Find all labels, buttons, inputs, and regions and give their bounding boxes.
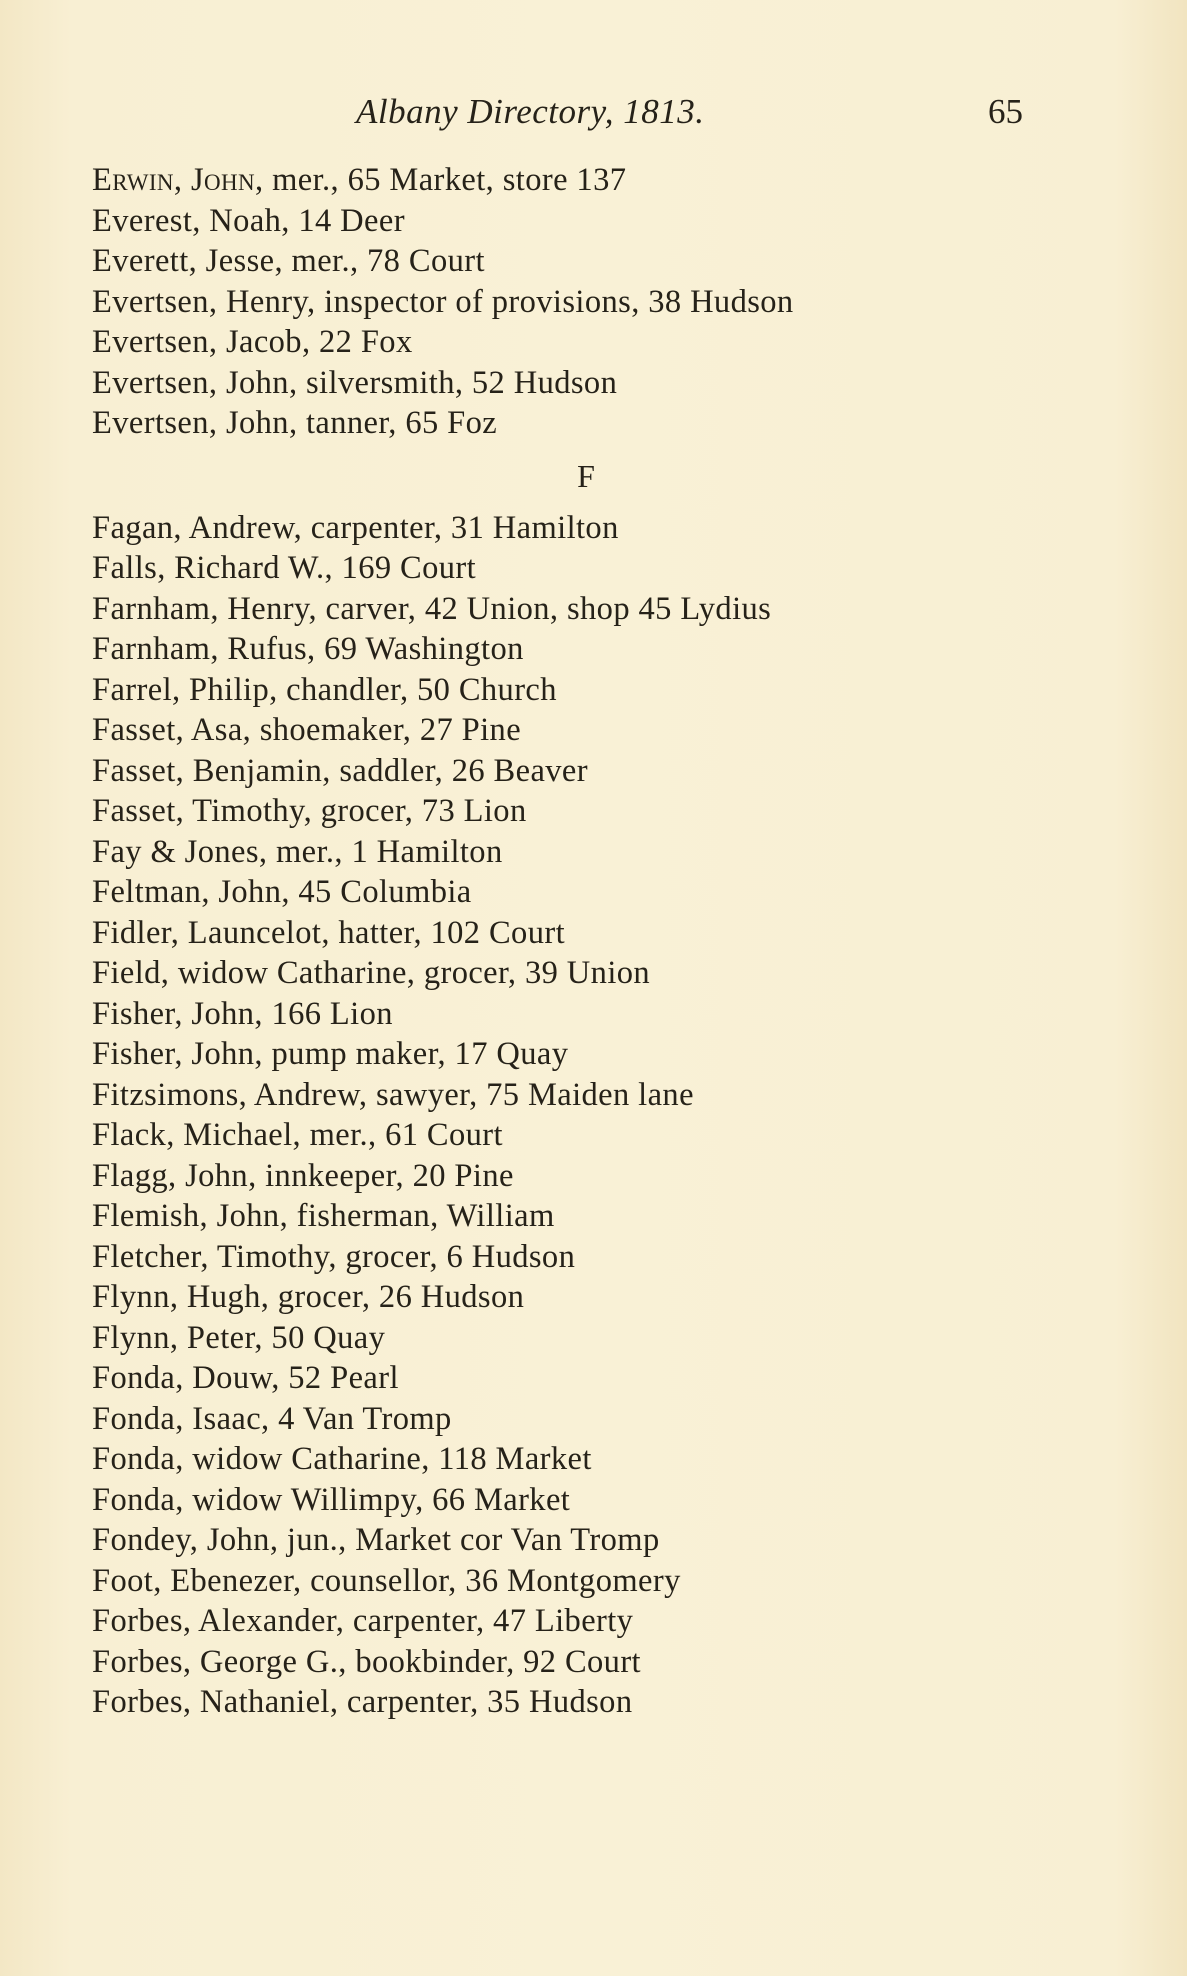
directory-entry: Evertsen, Jacob, 22 Fox <box>92 324 413 360</box>
directory-entry: Fasset, Asa, shoemaker, 27 Pine <box>92 712 522 748</box>
directory-entry: Evertsen, John, tanner, 65 Foz <box>92 405 498 441</box>
directory-entry: Foot, Ebenezer, counsellor, 36 Montgomery <box>92 1562 681 1599</box>
directory-entry: Farnham, Henry, carver, 42 Union, shop 45 Lydius <box>92 590 772 627</box>
directory-entry <box>92 160 1132 201</box>
directory-entry: Falls, Richard W., 169 Court <box>92 550 477 586</box>
directory-entry: Forbes, Nathaniel, carpenter, 35 Hudson <box>92 1684 633 1720</box>
directory-entry: Flemish, John, fisherman, William <box>92 1198 555 1234</box>
entry-details: , mer., 65 Market, store 137 <box>255 162 627 198</box>
directory-entry: Fisher, John, 166 Lion <box>92 995 393 1032</box>
directory-entry: Evertsen, John, silversmith, 52 Hudson <box>92 364 618 401</box>
directory-entry: Forbes, George G., bookbinder, 92 Court <box>92 1643 641 1680</box>
directory-entry: Fonda, widow Willimpy, 66 Market <box>92 1481 571 1518</box>
directory-entry: Field, widow Catharine, grocer, 39 Union <box>92 955 651 991</box>
directory-entry: Fay & Jones, mer., 1 Hamilton <box>92 833 503 870</box>
page-header <box>0 92 1187 138</box>
directory-entry: Fletcher, Timothy, grocer, 6 Hudson <box>92 1238 576 1275</box>
directory-entry: Forbes, Alexander, carpenter, 47 Liberty <box>92 1603 634 1639</box>
entry-name-small-caps: Erwin, John <box>92 162 256 198</box>
page-number: 65 <box>988 92 1023 131</box>
directory-entry: Fisher, John, pump maker, 17 Quay <box>92 1036 569 1072</box>
directory-entry: Fagan, Andrew, carpenter, 31 Hamilton <box>92 509 619 546</box>
section-heading-letter: F <box>577 457 595 494</box>
directory-entry: Everett, Jesse, mer., 78 Court <box>92 243 485 279</box>
directory-entry: Fonda, Isaac, 4 Van Tromp <box>92 1400 452 1437</box>
running-title: Albany Directory, 1813. <box>356 92 705 131</box>
directory-entry: Flynn, Hugh, grocer, 26 Hudson <box>92 1279 525 1315</box>
directory-entry: Farnham, Rufus, 69 Washington <box>92 631 524 667</box>
directory-entry: Flagg, John, innkeeper, 20 Pine <box>92 1157 514 1194</box>
directory-entry: Fasset, Timothy, grocer, 73 Lion <box>92 793 527 829</box>
directory-entry: Fitzsimons, Andrew, sawyer, 75 Maiden lane <box>92 1076 694 1113</box>
directory-entry: Farrel, Philip, chandler, 50 Church <box>92 671 557 708</box>
directory-entry: Fidler, Launcelot, hatter, 102 Court <box>92 914 566 951</box>
directory-entry: Evertsen, Henry, inspector of provisions, 38 Hudson <box>92 283 794 320</box>
directory-entry: Feltman, John, 45 Columbia <box>92 874 472 910</box>
directory-entry: Fondey, John, jun., Market cor Van Tromp <box>92 1522 660 1558</box>
directory-entry: Fonda, Douw, 52 Pearl <box>92 1360 399 1396</box>
directory-entry: Everest, Noah, 14 Deer <box>92 202 405 239</box>
directory-entry: Fasset, Benjamin, saddler, 26 Beaver <box>92 752 588 789</box>
directory-entry: Fonda, widow Catharine, 118 Market <box>92 1441 592 1477</box>
directory-entries <box>92 160 1132 1723</box>
directory-entry: Flynn, Peter, 50 Quay <box>92 1319 386 1356</box>
directory-entry: Flack, Michael, mer., 61 Court <box>92 1117 503 1153</box>
